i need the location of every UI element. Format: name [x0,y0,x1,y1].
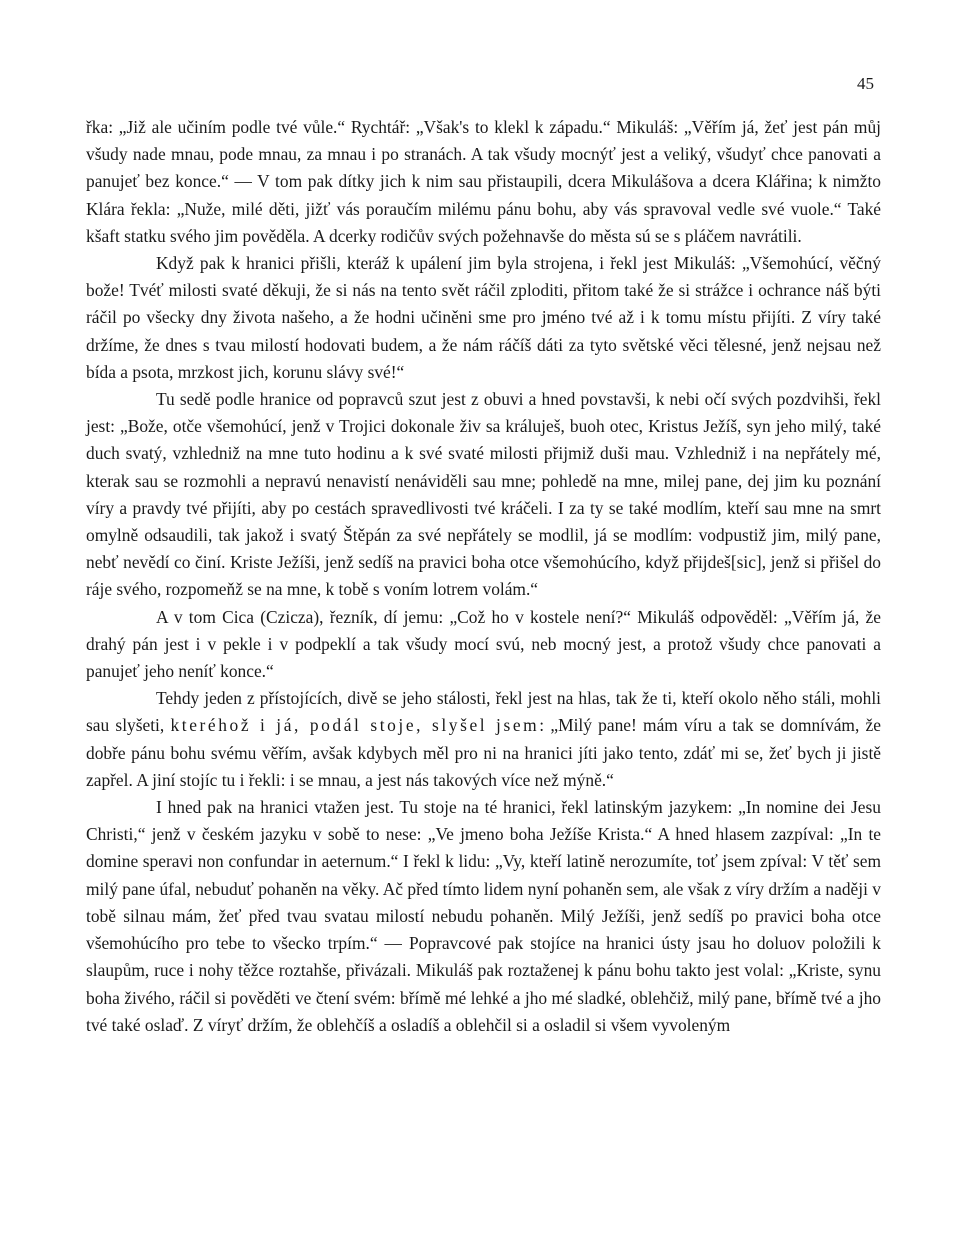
paragraph-text: Tehdy jeden z přístojících, divě se jeho stálosti, řekl jest na hlas, tak že ti, kteří okolo něho stáli, mohli sau slyšeti, [86,688,881,736]
paragraph [86,685,881,794]
paragraph [86,604,881,686]
paragraph [86,794,881,1039]
paragraph-text: : „Milý pane! mám víru a tak se domnívám, že dobře pánu bohu svému věřím, avšak kdybych měl pro ni na hranici jíti jako tento, zdáť mi se, žeť bych ji jistě zapřel. A jiní stojíc tu i řekli: i se mnau, a jest nás takových více než mýně.“ [86,715,881,790]
paragraph-text: A v tom Cica (Czicza), řezník, dí jemu: „Což ho v kostele není?“ Mikuláš odpověděl: „Věřím já, že drahý pán jest i v pekle i v podpeklí a tak všudy mocí svú, neb mocný jest, a protož všudy chce panovati a panujeť jeho neníť konce.“ [86,606,881,682]
paragraph-text: řka: „Již ale učiním podle tvé vůle.“ Rychtář: „Však's to klekl k západu.“ Mikuláš: „Věřím já, žeť jest pán můj všudy nade mnau, pode mnau, za mnau i po stranách. A tak všudy mocnýť jest a veliký, všudyť chce panovati a panujeť bez konce.“ — V tom pak dítky jich k nim sau přistaupili, dcera Mikulášova a dcera Klářina; k nimžto Klára řekla: „Nuže, milé děti, jižť vás poraučím milému pánu bohu, aby vás spravoval vedle své vuole.“ Také kšaft statku svého jim pověděla. A dcerky rodičův svých požehnavše do města sú se s pláčem navrátili. [86,117,881,246]
paragraph [86,114,881,250]
paragraph-text: Když pak k hranici přišli, kteráž k upálení jim byla strojena, i řekl jest Mikuláš: „Všemohúcí, věčný bože! Tvéť milosti svaté děkuji, že si nás na tento svět ráčil zploditi, přitom také že si strážce i ochrance náš býti ráčil po všecky dny života našeho, a že hodni učiněni sme pro jméno tvé až i k tomu místu přijíti. Z víry také držíme, že dnes s tvau milostí hodovati budem, a že nám ráčíš dáti za tyto světské věci tělesné, jenž nejsau než bída a psota, mrzkost jich, korunu slávy své!“ [86,253,881,382]
paragraph [86,386,881,604]
body-text [86,114,881,1039]
page-number: 45 [857,74,874,93]
paragraph-text: Tu sedě podle hranice od popravců szut jest z obuvi a hned povstavši, k nebi očí svých pozdvihši, řekl jest: „Bože, otče všemohúcí, jenž v Trojici dokonale živ sa králuješ, buoh otec, Kristus Ježíš, syn jeho milý, také duch svatý, vzhledniž na mne tuto hodinu a k své svaté milosti přijmiž duši mau. Vzhledniž i na nepřátely mé, kterak sau se rozmohli a nepravú nenavistí nenáviděli sau mne; pohledě na mne, milej pane, dej jim ku poznání víry a pravdy tvé přijíti, aby po cestách spravedlivosti tvé kráčeli. I za ty se také modlím, kteří sau mne na smrt omylně odsaudili, tak jakož i svatý Štěpán za své nepřátely se modlil, já se modlím: vodpustiž jim, milý pane, nebť nevědí co činí. Kriste Ježíši, jenž sedíš na pravici boha otce všemohúcího, když přijdeš[sic], jenž si přišel do ráje svého, rozpomeňž se na mne, k tobě s voním lotrem volám.“ [86,389,881,600]
emphasized-text: kteréhož i já, podál stoje, slyšel jsem [170,715,540,736]
paragraph [86,250,881,386]
paragraph-text: I hned pak na hranici vtažen jest. Tu stoje na té hranici, řekl latinským jazykem: „In nomine dei Jesu Christi,“ jenž v českém jazyku v sobě to nese: „Ve jmeno boha Ježíše Krista.“ A hned hlasem zazpíval: „In te domine speravi non confundar in aeternum.“ I řekl k lidu: „Vy, kteří latině nerozumíte, toť jsem zpíval: V těť sem milý pane úfal, nebuduť pohaněn na věky. Ač před tímto lidem nyní pohaněn sem, ale však z víry držím a naději v tobě silnau mám, žeť před tvau svatau milostí nebudu pohaněn. Milý Ježíši, jenž sedíš po pravici boha otce všemohúcího pro tebe to všecko trpím.“ — Popravcové pak stojíce na hranici ústy jsau ho doluov položili k slaupům, ruce i nohy těžce roztahše, přivázali. Mikuláš pak roztaženej k pánu bohu takto jest volal: „Kriste, synu boha živého, ráčil si pověděti ve čtení svém: břímě mé lehké a jho mé sladké, oblehčiž, milý pane, břímě tvé a jho tvé také oslaď. Z víryť držím, že oblehčíš a osladíš a oblehčil si a osladil si všem vyvoleným [86,797,881,1035]
